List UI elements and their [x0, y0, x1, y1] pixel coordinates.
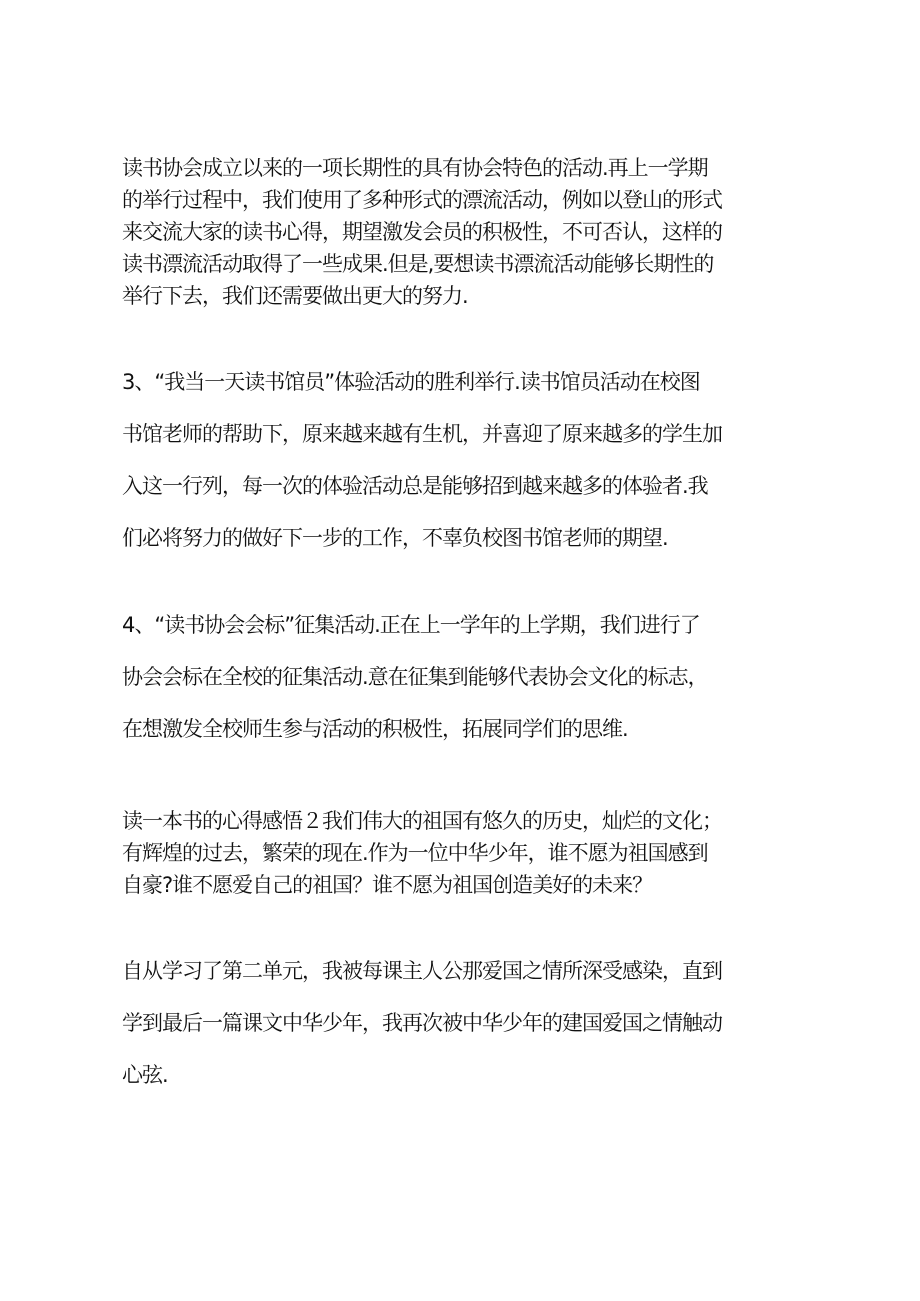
paragraph-line: 来交流大家的读书心得，期望激发会员的积极性，不可否认，这样的 — [122, 220, 722, 244]
paragraph-line: 书馆老师的帮助下，原来越来越有生机，并喜迎了原来越多的学生加 — [122, 422, 722, 446]
paragraph-line: 的举行过程中，我们使用了多种形式的漂流活动，例如以登山的形式 — [122, 188, 722, 212]
paragraph-line: 有辉煌的过去，繁荣的现在.作为一位中华少年，谁不愿为祖国感到 — [122, 841, 708, 865]
paragraph-line: 举行下去，我们还需要做出更大的努力. — [122, 284, 468, 308]
paragraph-line: 在想激发全校师生参与活动的积极性，拓展同学们的思维. — [122, 717, 628, 741]
paragraph-line: 学到最后一篇课文中华少年，我再次被中华少年的建国爱国之情触动 — [122, 1011, 722, 1035]
paragraph-line: 协会会标在全校的征集活动.意在征集到能够代表协会文化的标志， — [122, 665, 708, 689]
paragraph-line: 读书漂流活动取得了一些成果.但是,要想读书漂流活动能够长期性的 — [122, 252, 714, 276]
paragraph-line: 3、“我当一天读书馆员”体验活动的胜利举行.读书馆员活动在校图 — [122, 370, 700, 394]
paragraph-line: 入这一行列，每一次的体验活动总是能够招到越来越多的体验者.我 — [122, 474, 708, 498]
paragraph-line: 们必将努力的做好下一步的工作，不辜负校图书馆老师的期望. — [122, 526, 668, 550]
paragraph-line: 读一本书的心得感悟２我们伟大的祖国有悠久的历史，灿烂的文化； — [122, 809, 722, 833]
paragraph-line: 4、“读书协会会标”征集活动.正在上一学年的上学期，我们进行了 — [122, 613, 700, 637]
paragraph-line: 自从学习了第二单元，我被每课主人公那爱国之情所深受感染，直到 — [122, 959, 722, 983]
paragraph-line: 自豪?谁不愿爱自己的祖国？谁不愿为祖国创造美好的未来？ — [122, 873, 653, 897]
paragraph-line: 读书协会成立以来的一项长期性的具有协会特色的活动.再上一学期 — [122, 156, 708, 180]
paragraph-line: 心弦. — [122, 1063, 168, 1087]
